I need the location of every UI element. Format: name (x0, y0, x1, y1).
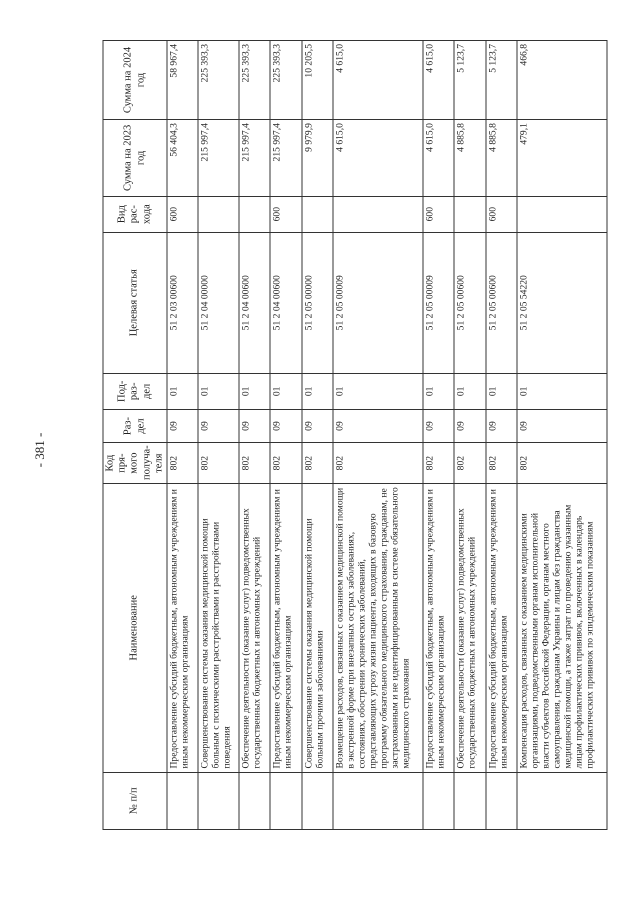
cell-sum-2023: 215 997,4 (198, 120, 238, 197)
cell-num (239, 772, 270, 829)
table-row (198, 41, 238, 830)
table-row (302, 41, 333, 830)
cell-sum-2024: 58 967,4 (167, 41, 198, 120)
table-row (167, 41, 198, 830)
cell-name: Обеспечение деятельности (оказание услуг) подведомственных государственных бюджетных и автономных учреждений (454, 484, 485, 773)
cell-section: 09 (239, 409, 270, 443)
cell-sum-2023: 4 885,8 (486, 120, 517, 197)
cell-num (517, 772, 607, 829)
cell-name: Возмещение расходов, связанных с оказанием медицинской помощи в экстренной форме при внезапных острых заболеваниях, состояниях, обострении хронических заболеваний, представляющих угрозу жизни пациента, входящих в базовую программу обязательного медицинского страхования, гражданам, не застрахованным и не идентифицированным в системе обязательного медицинского страхования (333, 484, 423, 773)
page-number: - 381 - (32, 432, 47, 468)
cell-expense-type: 600 (270, 196, 301, 232)
cell-sum-2023: 479,1 (517, 120, 607, 197)
cell-num (454, 772, 485, 829)
cell-num (302, 772, 333, 829)
header-target: Целевая статья (103, 232, 167, 373)
cell-expense-type: 600 (486, 196, 517, 232)
cell-subsection: 01 (454, 373, 485, 409)
cell-code: 802 (302, 443, 333, 484)
cell-subsection: 01 (486, 373, 517, 409)
cell-section: 09 (302, 409, 333, 443)
cell-sum-2023: 215 997,4 (270, 120, 301, 197)
cell-sum-2023: 9 979,9 (302, 120, 333, 197)
cell-expense-type: 600 (423, 196, 454, 232)
cell-section: 09 (198, 409, 238, 443)
cell-expense-type (302, 196, 333, 232)
cell-sum-2023: 4 885,8 (454, 120, 485, 197)
cell-target: 51 2 04 00000 (198, 232, 238, 373)
header-subsection: Под- раз- дел (103, 373, 167, 409)
cell-subsection: 01 (167, 373, 198, 409)
cell-num (423, 772, 454, 829)
header-code: Код пря- мого получа- теля (103, 443, 167, 484)
cell-name: Предоставление субсидий бюджетным, автономным учреждениям и иным некоммерческим организациям (270, 484, 301, 773)
table-row (517, 41, 607, 830)
cell-section: 09 (423, 409, 454, 443)
cell-code: 802 (333, 443, 423, 484)
budget-table-rotated (103, 40, 608, 830)
cell-expense-type (198, 196, 238, 232)
cell-target: 51 2 05 00000 (302, 232, 333, 373)
cell-section: 09 (454, 409, 485, 443)
cell-section: 09 (270, 409, 301, 443)
cell-subsection: 01 (423, 373, 454, 409)
cell-target: 51 2 03 00600 (167, 232, 198, 373)
cell-sum-2024: 5 123,7 (486, 41, 517, 120)
cell-target: 51 2 05 00009 (423, 232, 454, 373)
cell-sum-2024: 225 393,3 (270, 41, 301, 120)
cell-expense-type (454, 196, 485, 232)
cell-sum-2024: 225 393,3 (239, 41, 270, 120)
cell-expense-type (333, 196, 423, 232)
cell-sum-2024: 466,8 (517, 41, 607, 120)
table-row (239, 41, 270, 830)
header-sum-2024: Сумма на 2024 год (103, 41, 167, 120)
cell-target: 51 2 05 00600 (486, 232, 517, 373)
cell-target: 51 2 04 00600 (239, 232, 270, 373)
cell-sum-2024: 10 205,5 (302, 41, 333, 120)
cell-code: 802 (423, 443, 454, 484)
cell-sum-2024: 4 615,0 (423, 41, 454, 120)
cell-subsection: 01 (302, 373, 333, 409)
cell-target: 51 2 04 00600 (270, 232, 301, 373)
header-section: Раз- дел (103, 409, 167, 443)
cell-section: 09 (333, 409, 423, 443)
table-body (167, 41, 607, 830)
cell-expense-type (517, 196, 607, 232)
cell-num (270, 772, 301, 829)
table-row (486, 41, 517, 830)
cell-code: 802 (454, 443, 485, 484)
cell-target: 51 2 05 00600 (454, 232, 485, 373)
cell-num (198, 772, 238, 829)
header-expense-type: Вид рас- хода (103, 196, 167, 232)
table-row (333, 41, 423, 830)
cell-code: 802 (486, 443, 517, 484)
cell-sum-2023: 56 404,3 (167, 120, 198, 197)
cell-sum-2024: 225 393,3 (198, 41, 238, 120)
cell-subsection: 01 (198, 373, 238, 409)
cell-subsection: 01 (239, 373, 270, 409)
cell-target: 51 2 05 54220 (517, 232, 607, 373)
cell-name: Предоставление субсидий бюджетным, автономным учреждениям и иным некоммерческим организациям (167, 484, 198, 773)
cell-name: Обеспечение деятельности (оказание услуг) подведомственных государственных бюджетных и автономных учреждений (239, 484, 270, 773)
cell-code: 802 (239, 443, 270, 484)
cell-section: 09 (167, 409, 198, 443)
cell-code: 802 (517, 443, 607, 484)
cell-subsection: 01 (333, 373, 423, 409)
header-num: № п/п (103, 772, 167, 829)
cell-name: Предоставление субсидий бюджетным, автономным учреждениям и иным некоммерческим организациям (486, 484, 517, 773)
cell-sum-2023: 4 615,0 (333, 120, 423, 197)
cell-subsection: 01 (270, 373, 301, 409)
table-header-row (103, 41, 167, 830)
cell-sum-2024: 4 615,0 (333, 41, 423, 120)
cell-code: 802 (270, 443, 301, 484)
cell-section: 09 (486, 409, 517, 443)
budget-table (103, 40, 608, 830)
table-row (270, 41, 301, 830)
cell-num (333, 772, 423, 829)
cell-section: 09 (517, 409, 607, 443)
cell-expense-type (239, 196, 270, 232)
cell-sum-2023: 215 997,4 (239, 120, 270, 197)
cell-target: 51 2 05 00009 (333, 232, 423, 373)
cell-name: Предоставление субсидий бюджетным, автономным учреждениям и иным некоммерческим организациям (423, 484, 454, 773)
cell-subsection: 01 (517, 373, 607, 409)
cell-num (167, 772, 198, 829)
cell-num (486, 772, 517, 829)
cell-code: 802 (167, 443, 198, 484)
table-row (454, 41, 485, 830)
cell-name: Совершенствование системы оказания медицинской помощи больным с психическими расстройствами и расстройствами поведения (198, 484, 238, 773)
header-sum-2023: Сумма на 2023 год (103, 120, 167, 197)
cell-name: Компенсация расходов, связанных с оказанием медицинскими организациями, подведомственными органам исполнительной власти субъектов Российской Федерации, органам местного самоуправления, гражданам Украины и лицам без гражданства медицинской помощи, а также затрат по проведению указанным лицам профилактических прививок, включенных в календарь профилактических прививок по эпидемическим показаниям (517, 484, 607, 773)
header-name: Наименование (103, 484, 167, 773)
cell-code: 802 (198, 443, 238, 484)
cell-sum-2024: 5 123,7 (454, 41, 485, 120)
cell-sum-2023: 4 615,0 (423, 120, 454, 197)
cell-expense-type: 600 (167, 196, 198, 232)
table-row (423, 41, 454, 830)
cell-name: Совершенствование системы оказания медицинской помощи больным прочими заболеваниями (302, 484, 333, 773)
